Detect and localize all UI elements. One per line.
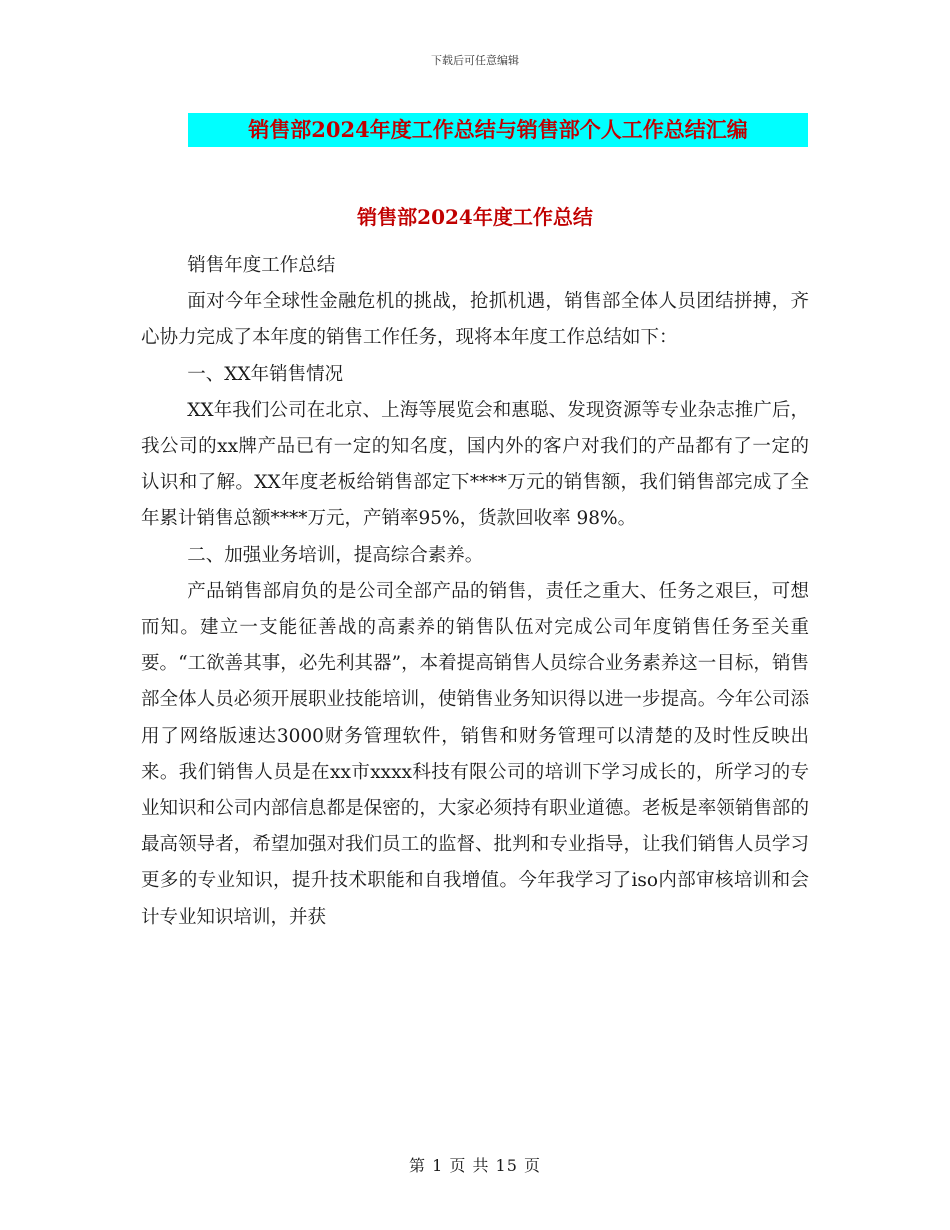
- document-body: [141, 248, 809, 936]
- header-note: 下载后可任意编辑: [431, 54, 519, 67]
- section-title: 销售部2024年度工作总结: [357, 205, 593, 229]
- main-title-highlight: [188, 113, 808, 147]
- paragraph-sales-situation: XX年我们公司在北京、上海等展览会和惠聪、发现资源等专业杂志推广后，我公司的xx牌产品已有一定的知名度，国内外的客户对我们的产品都有了一定的认识和了解。XX年度老板给销售部定下****万元的销售额，我们销售部完成了全年累计销售总额****万元，产销率95%，货款回收率 98%。: [141, 399, 809, 530]
- page-footer: 第 1 页 共 15 页: [409, 1156, 541, 1175]
- main-title: 销售部2024年度工作总结与销售部个人工作总结汇编: [248, 117, 748, 142]
- paragraph-training: 产品销售部肩负的是公司全部产品的销售，责任之重大、任务之艰巨，可想而知。建立一支能征善战的高素养的销售队伍对完成公司年度销售任务至关重要。“工欲善其事，必先利其器”，本着提高销售人员综合业务素养这一目标，销售部全体人员必须开展职业技能培训，使销售业务知识得以进一步提高。今年公司添用了网络版速达3000财务管理软件，销售和财务管理可以清楚的及时性反映出来。我们销售人员是在xx市xxxx科技有限公司的培训下学习成长的，所学习的专业知识和公司内部信息都是保密的，大家必须持有职业道德。老板是率领销售部的最高领导者，希望加强对我们员工的监督、批判和专业指导，让我们销售人员学习更多的专业知识，提升技术职能和自我增值。今年我学习了iso内部审核培训和会计专业知识培训，并获: [141, 580, 809, 928]
- paragraph-heading-1: 一、XX年销售情况: [187, 363, 344, 385]
- paragraph-subtitle: 销售年度工作总结: [187, 255, 336, 276]
- paragraph-intro: 面对今年全球性金融危机的挑战，抢抓机遇，销售部全体人员团结拼搏，齐心协力完成了本年度的销售工作任务，现将本年度工作总结如下：: [141, 291, 809, 349]
- paragraph-heading-2: 二、加强业务培训，提高综合素养。: [187, 544, 484, 566]
